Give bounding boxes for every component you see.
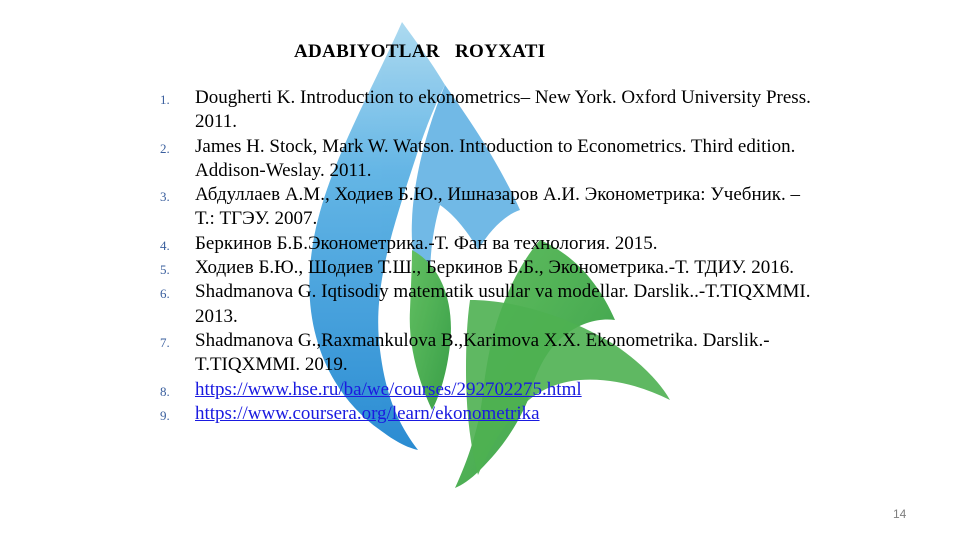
reference-number: 3. bbox=[160, 189, 170, 205]
reference-link-hse[interactable]: https://www.hse.ru/ba/we/courses/292702275.html bbox=[195, 378, 582, 400]
reference-number: 2. bbox=[160, 140, 170, 156]
reference-item bbox=[160, 329, 820, 378]
reference-number: 7. bbox=[160, 334, 170, 350]
slide-title: ADABIYOTLAR ROYXATI bbox=[294, 41, 546, 62]
reference-item bbox=[160, 256, 820, 280]
reference-text: Shadmanova G.,Raxmankulova B.,Karimova X.X. Ekonometrika. Darslik.-T.TIQXMMI. 2019. bbox=[195, 329, 770, 376]
reference-item bbox=[160, 135, 820, 184]
reference-list bbox=[160, 86, 820, 426]
reference-text: Shadmanova G. Iqtisodiy matematik usullar va modellar. Darslik..-T.TIQXMMI. 2013. bbox=[195, 281, 811, 327]
reference-number: 4. bbox=[160, 237, 170, 253]
reference-item bbox=[160, 232, 820, 256]
reference-item bbox=[160, 378, 820, 402]
reference-text: Абдуллаев А.М., Ходиев Б.Ю., Ишназаров А.И. Эконометрика: Учебник. – Т.: ТГЭУ. 2007. bbox=[195, 184, 801, 230]
reference-number: 8. bbox=[160, 383, 170, 399]
page-number: 14 bbox=[893, 507, 907, 521]
reference-item bbox=[160, 280, 820, 329]
reference-item bbox=[160, 183, 820, 232]
reference-text: Беркинов Б.Б.Эконометрика.-Т. Фан ва технология. 2015. bbox=[195, 232, 658, 254]
reference-number: 5. bbox=[160, 262, 170, 278]
reference-text: Dougherti K. Introduction to ekonometrics– New York. Oxford University Press. 2011. bbox=[195, 87, 811, 133]
reference-item bbox=[160, 86, 820, 135]
reference-link-coursera[interactable]: https://www.coursera.org/learn/ekonometrika bbox=[195, 402, 540, 424]
reference-number: 1. bbox=[160, 92, 170, 107]
reference-item bbox=[160, 402, 820, 426]
reference-number: 9. bbox=[160, 407, 170, 423]
reference-text: James H. Stock, Mark W. Watson. Introduction to Econometrics. Third edition. Addison-Weslay. 2011. bbox=[195, 135, 796, 181]
reference-text: Ходиев Б.Ю., Шодиев Т.Ш., Беркинов Б.Б., Эконометрика.-Т. ТДИУ. 2016. bbox=[195, 257, 794, 279]
reference-number: 6. bbox=[160, 286, 170, 302]
